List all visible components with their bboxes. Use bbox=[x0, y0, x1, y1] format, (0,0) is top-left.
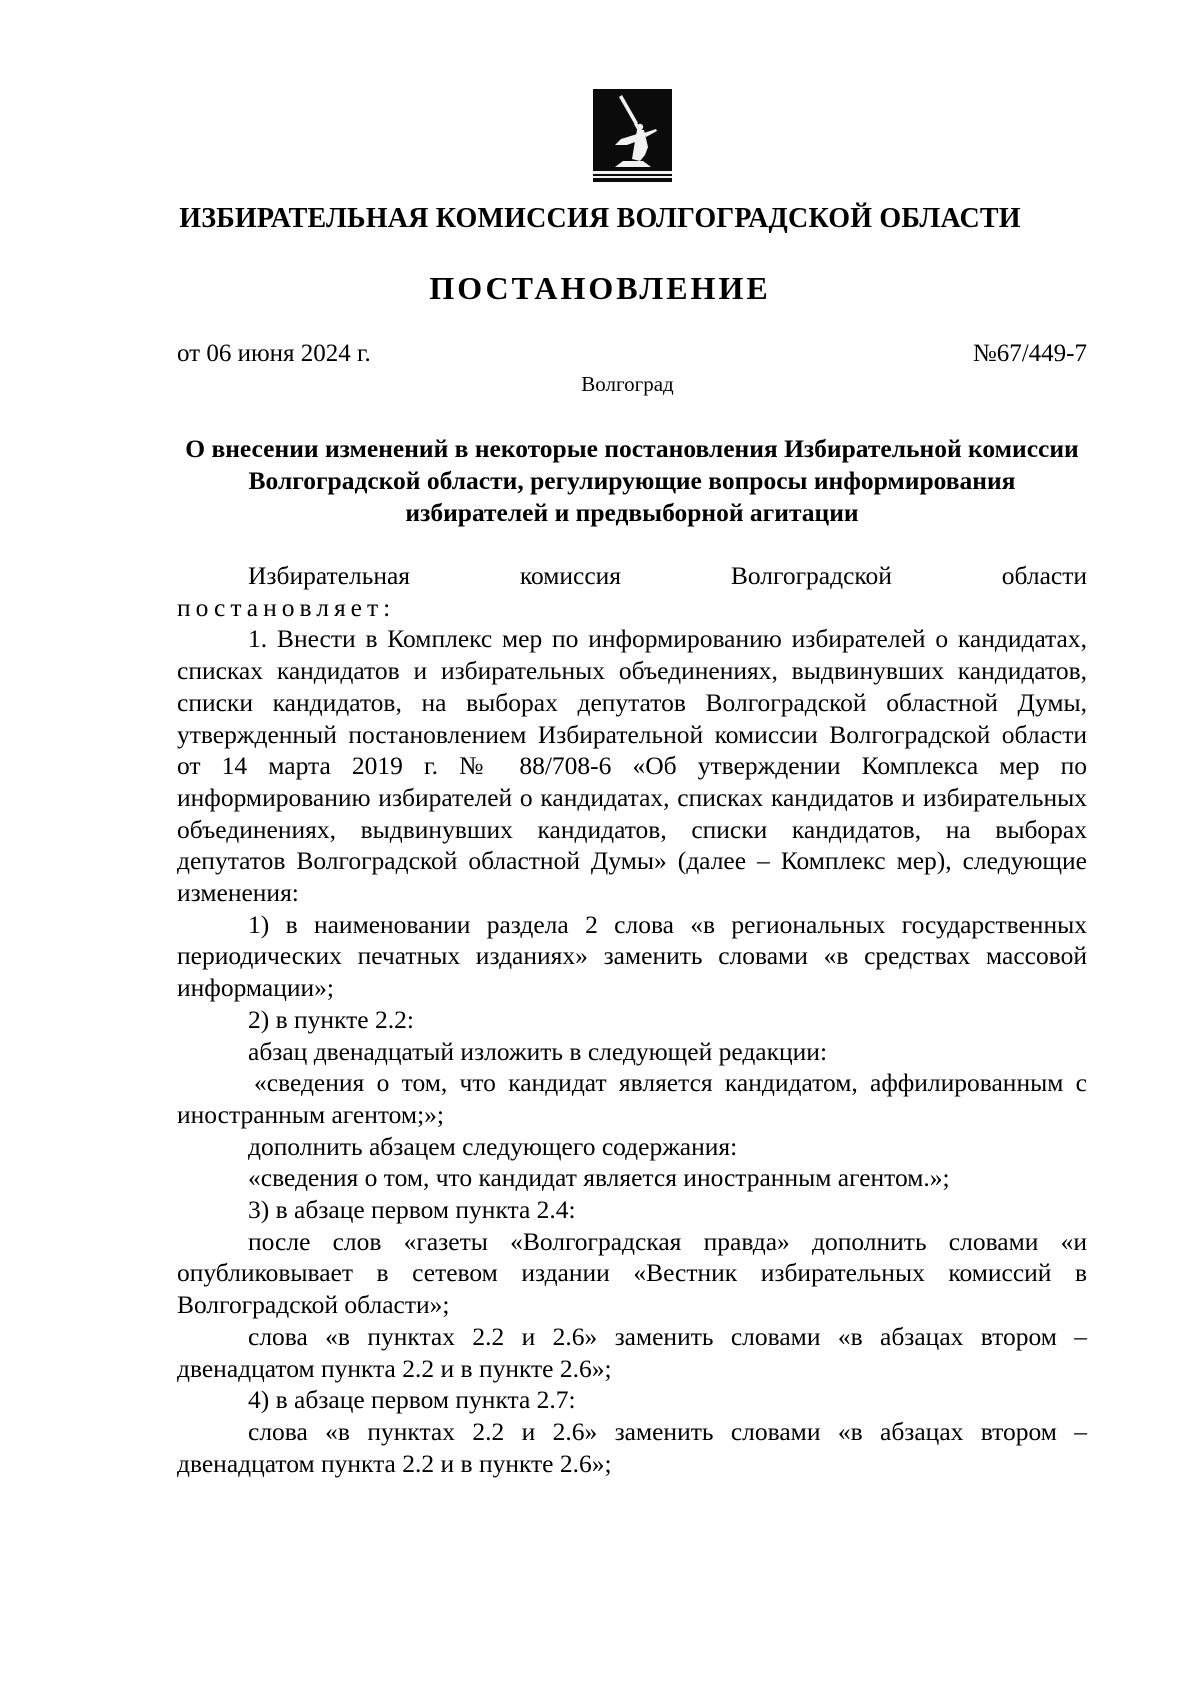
document-number: №67/449-7 bbox=[972, 340, 1087, 367]
preamble-line: Избирательная комиссия Волгоградской области bbox=[248, 561, 1087, 590]
paragraph-item-1-2b: «сведения о том, что кандидат является кандидатом, аффилированным с иностранным агентом;»; bbox=[177, 1068, 1087, 1129]
paragraph-item-1-1: 1) в наименовании раздела 2 слова «в региональных государственных периодических печатных изданиях» заменить словами «в средствах массовой информации»; bbox=[177, 909, 1087, 1003]
paragraph-item-1-2: 2) в пункте 2.2: bbox=[248, 1004, 414, 1034]
paragraph-item-1-4a: слова «в пунктах 2.2 и 2.6» заменить словами «в абзацах втором – двенадцатом пункта 2.2 и в пункте 2.6»; bbox=[177, 1416, 1087, 1478]
organization-title: ИЗБИРАТЕЛЬНАЯ КОМИССИЯ ВОЛГОГРАДСКОЙ ОБЛАСТИ bbox=[179, 203, 1021, 234]
document-type-heading: ПОСТАНОВЛЕНИЕ bbox=[429, 270, 771, 306]
document-subject: О внесении изменений в некоторые постановления Избирательной комиссии Волгоградской области, регулирующие вопросы информирования избирателей и предвыборной агитации bbox=[185, 434, 1079, 527]
paragraph-item-1-2a: абзац двенадцатый изложить в следующей редакции: bbox=[248, 1036, 828, 1066]
paragraph-item-1-3b: слова «в пунктах 2.2 и 2.6» заменить словами «в абзацах втором – двенадцатом пункта 2.2 и в пункте 2.6»; bbox=[177, 1321, 1087, 1383]
paragraph-item-1-2d: «сведения о том, что кандидат является иностранным агентом.»; bbox=[248, 1163, 950, 1193]
paragraph-item-1: 1. Внести в Комплекс мер по информированию избирателей о кандидатах, списках кандидатов и избирательных объединениях, выдвинувших кандидатов, списки кандидатов, на выборах депутатов Волгоградской областной Думы, утвержденный постановлением Избирательной комиссии Волгоградской области от 14 марта 2019 г. № 88/708-6 «Об утверждении Комплекса мер по информированию избирателей о кандидатах, списках кандидатов и избирательных объединениях, выдвинувших кандидатов, списки кандидатов, на выборах депутатов Волгоградской областной Думы» (далее – Комплекс мер), следующие изменения: bbox=[177, 624, 1087, 908]
paragraph-item-1-3a: после слов «газеты «Волгоградская правда» дополнить словами «и опубликовывает в сетевом издании «Вестник избирательных комиссий в Волгоградской области»; bbox=[177, 1226, 1087, 1320]
preamble-verb: постановляет: bbox=[177, 592, 396, 622]
paragraph-item-1-4: 4) в абзаце первом пункта 2.7: bbox=[248, 1385, 576, 1415]
document-body bbox=[177, 560, 1087, 1479]
document-date: от 06 июня 2024 г. bbox=[177, 340, 371, 367]
volgograd-emblem-icon bbox=[593, 89, 672, 182]
paragraph-item-1-2c: дополнить абзацем следующего содержания: bbox=[248, 1131, 738, 1161]
paragraph-item-1-3: 3) в абзаце первом пункта 2.4: bbox=[248, 1195, 576, 1225]
document-city: Волгоград bbox=[581, 372, 674, 396]
